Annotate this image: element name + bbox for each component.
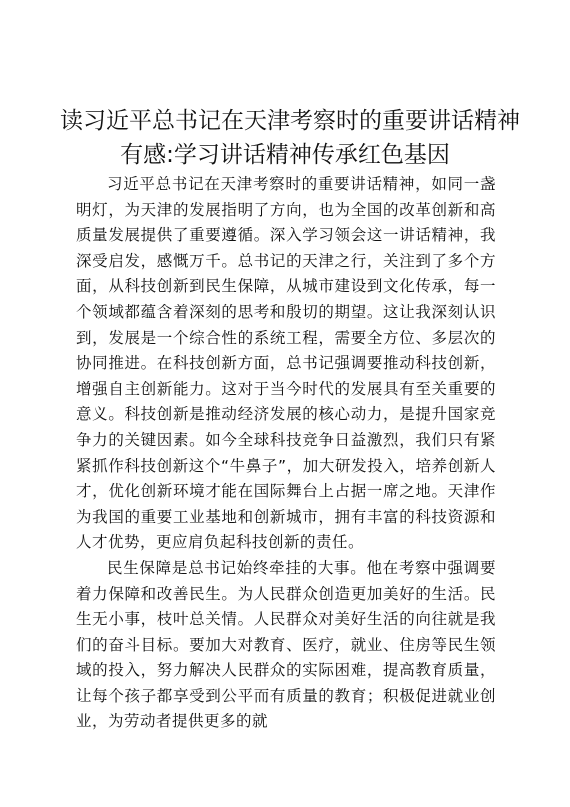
paragraph-2: 民生保障是总书记始终牵挂的大事。他在考察中强调要着力保障和改善民生。为人民群众创造更加美好的生活。民生无小事，枝叶总关情。人民群众对美好生活的向往就是我们的奋斗目标。要加大对教育、医疗，就业、住房等民生领域的投入，努力解决人民群众的实际困难，提高教育质量，让每个孩子都享受到公平而有质量的教育；积极促进就业创业，为劳动者提供更多的就 [76, 558, 496, 731]
document-body [76, 172, 496, 735]
paragraph-1: 习近平总书记在天津考察时的重要讲话精神，如同一盏明灯，为天津的发展指明了方向，也为全国的改革创新和高质量发展提供了重要遵循。深入学习领会这一讲话精神，我深受启发，感慨万千。总书记的天津之行，关注到了多个方面，从科技创新到民生保障，从城市建设到文化传承，每一个领域都蕴含着深刻的思考和殷切的期望。这让我深刻认识到，发展是一个综合性的系统工程，需要全方位、多层次的协同推进。在科技创新方面，总书记强调要推动科技创新，增强自主创新能力。这对于当今时代的发展具有至关重要的意义。科技创新是推动经济发展的核心动力，是提升国家竞争力的关键因素。如今全球科技竞争日益激烈，我们只有紧紧抓作科技创新这个“牛鼻子”，加大研发投入，培养创新人才，优化创新环境才能在国际舞台上占据一席之地。天津作为我国的重要工业基地和创新城市，拥有丰富的科技资源和人才优势，更应肩负起科技创新的责任。 [76, 175, 496, 552]
document-title [60, 104, 520, 172]
title-line-2: 有感:学习讲话精神传承红色基因 [120, 142, 450, 168]
title-line-1: 读习近平总书记在天津考察时的重要讲话精神 [60, 108, 520, 134]
